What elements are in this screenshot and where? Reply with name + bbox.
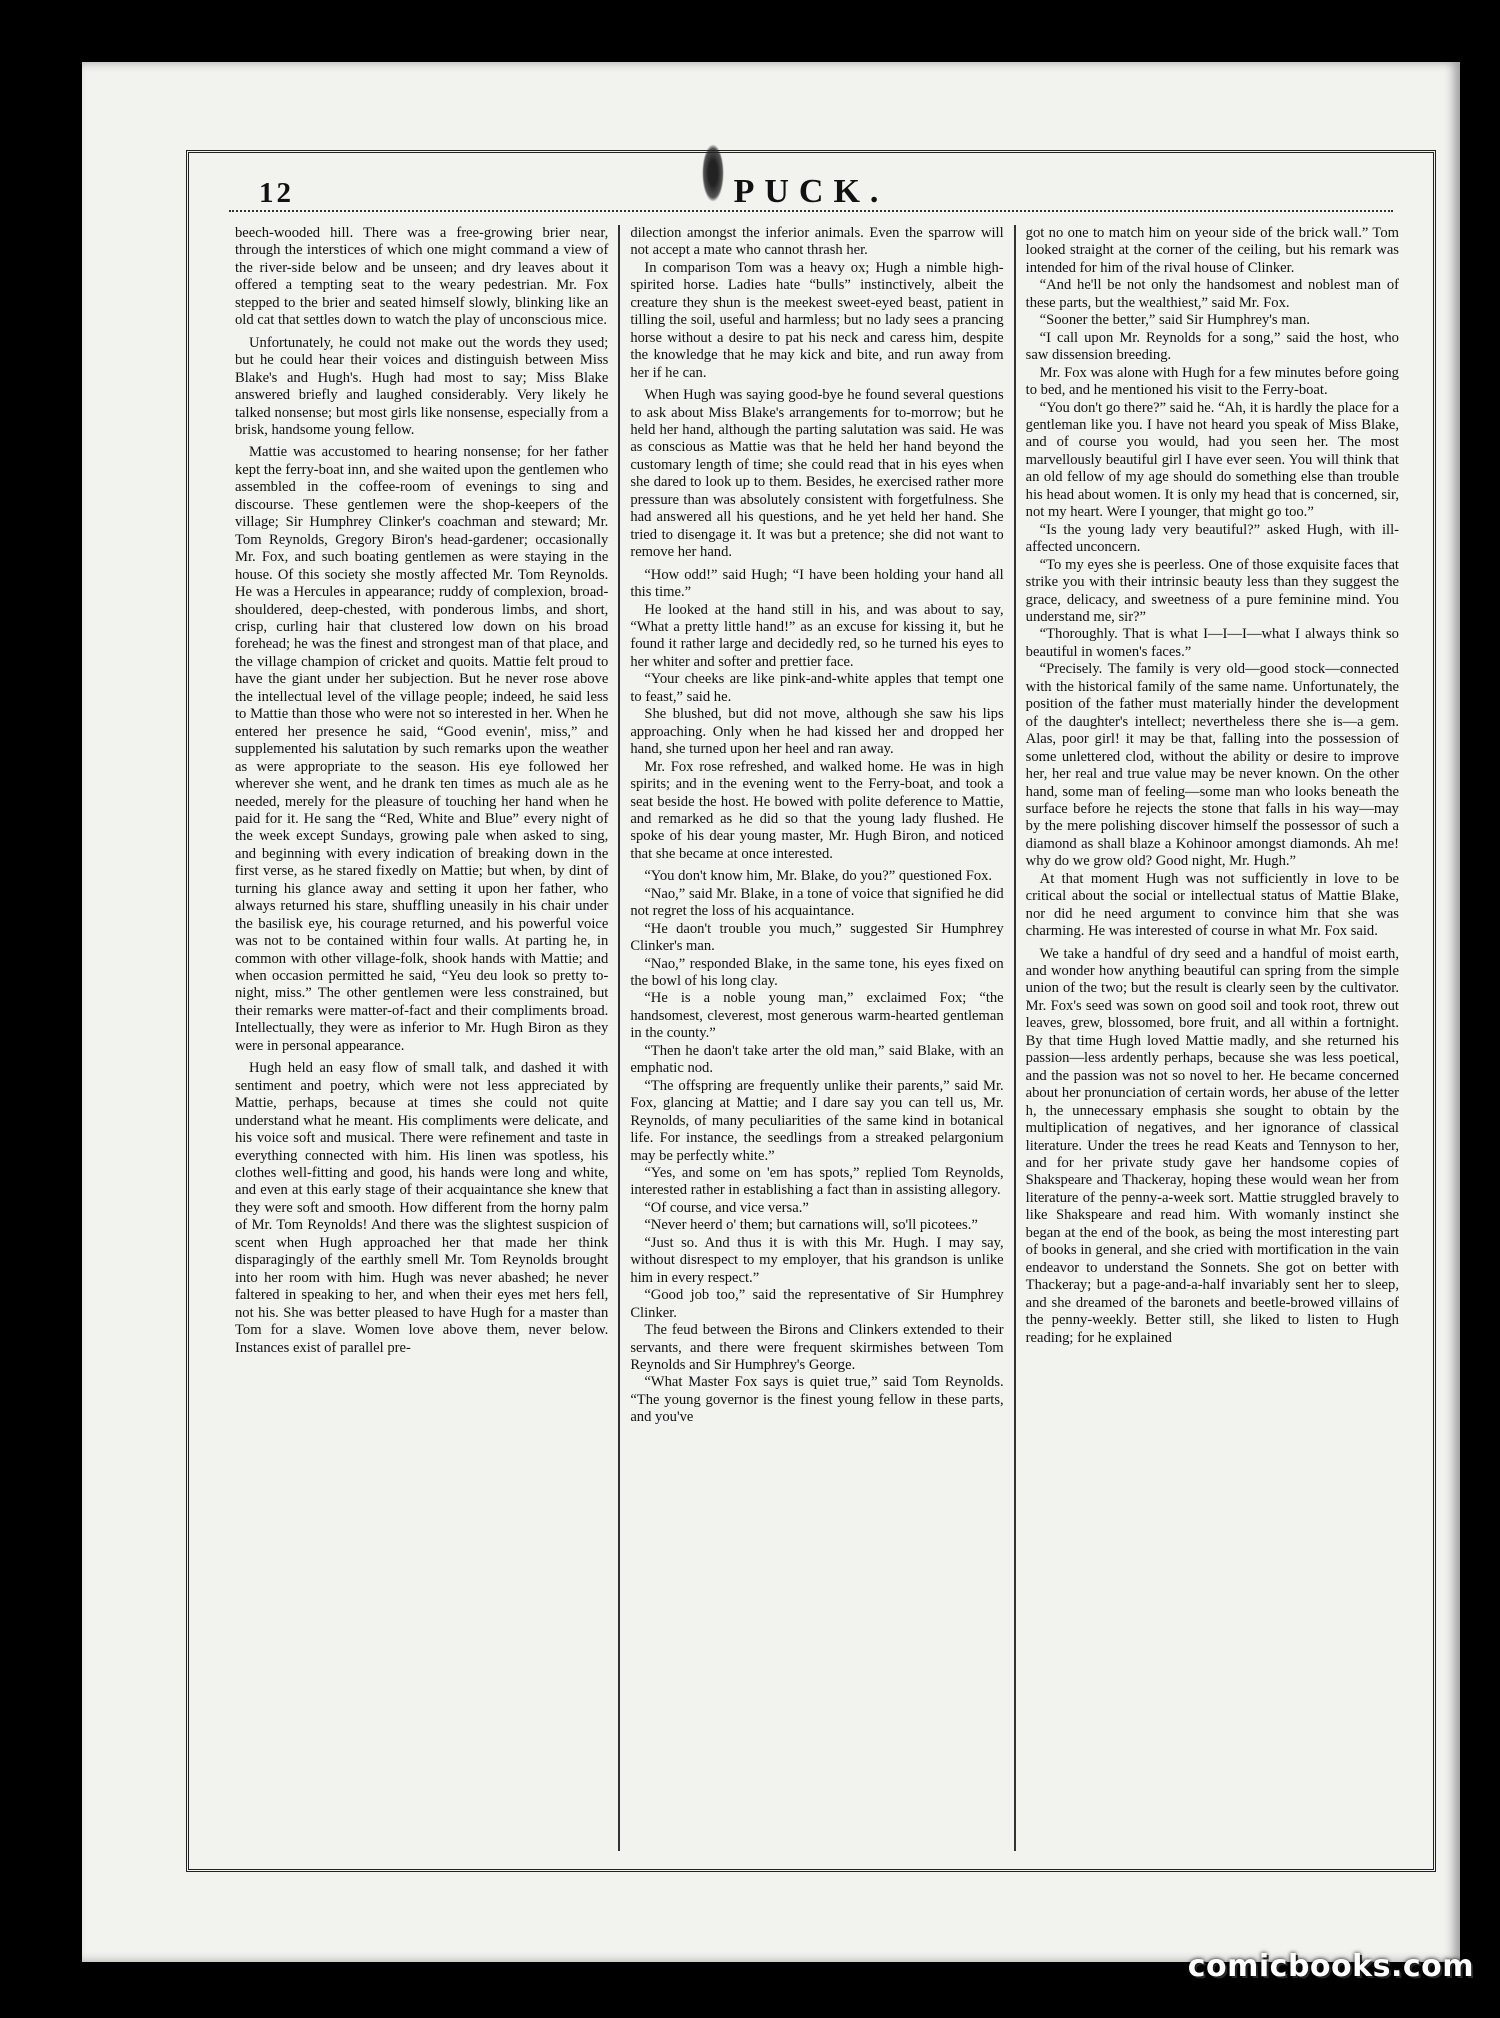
paragraph: The feud between the Birons and Clinkers extended to their servants, and there were frequent skirmishes between Tom Reynolds and Sir Humphrey's George. (630, 1322, 1004, 1373)
column-1 (225, 225, 618, 1851)
header-rule (229, 210, 1393, 212)
paragraph: “What Master Fox says is quiet true,” said Tom Reynolds. “The young governor is the finest young fellow in these parts, and you've (630, 1374, 1004, 1426)
paragraph: “Of course, and vice versa.” (644, 1199, 809, 1216)
paragraph: “Your cheeks are like pink-and-white apples that tempt one to feast,” said he. (630, 671, 1004, 705)
paragraph: “Never heerd o' them; but carnations will, so'll picotees.” (644, 1217, 978, 1234)
paragraph: “Is the young lady very beautiful?” asked Hugh, with ill-affected unconcern. (1025, 521, 1399, 556)
paragraph: We take a handful of dry seed and a handful of moist earth, and wonder how anything beautiful can spring from the simple union of the two; but the result is clearly seen by the cultivator. Mr. Fox's seed was sown on good soil and took root, threw out leaves, grew, blossomed, bore fruit, and all within a fortnight. By that time Hugh loved Mattie madly, and she returned his passion—less ardently perhaps, because she was less poetical, and the passion was not so novel to her. He became concerned about her pronunciation of certain words, her abuse of the letter h, the unnecessary emphasis she sought to obtain by the multiplication of negatives, and her ignorance of classical literature. Under the trees he read Keats and Tennyson to her, and for her private study gave her handsome copies of Shakspeare and Thackeray, hoping these would wean her from literature of the penny-a-week sort. Mattie struggled bravely to like Shakspeare and read him. With womanly instinct she began at the end of the book, as being the most interesting part of books in general, and she cried with mortification in the vain endeavor to understand the Sonnets. She got on better with Thackeray; but a page-and-a-half invariably sent her to sleep, and she dreamed of the baronets and beetle-browed villains of the penny-weekly. Better still, she liked to listen to Hugh reading; for he explained (1025, 945, 1399, 1346)
column-2 (618, 225, 1013, 1851)
paragraph: “Nao,” responded Blake, in the same tone, his eyes fixed on the bowl of his long clay. (630, 955, 1004, 990)
paragraph: “Thoroughly. That is what I—I—I—what I always think so beautiful in women's faces.” (1025, 626, 1399, 660)
paragraph: got no one to match him on yeour side of the brick wall.” Tom looked straight at the corner of the ceiling, but his remark was intended for him of the rival house of Clinker. (1025, 225, 1399, 276)
paragraph: “Nao,” said Mr. Blake, in a tone of voice that signified he did not regret the loss of his acquaintance. (630, 885, 1004, 920)
paragraph: “He is a noble young man,” exclaimed Fox; “the handsomest, cleverest, most generous warm-hearted gentleman in the county.” (630, 990, 1004, 1042)
paragraph: Mattie was accustomed to hearing nonsense; for her father kept the ferry-boat inn, and she waited upon the gentlemen who assembled in the coffee-room of evenings to sing and discourse. These gentlemen were the shop-keepers of the village; Sir Humphrey Clinker's coachman and steward; Mr. Tom Reynolds, Gregory Biron's head-gardener; occasionally Mr. Fox, and such boating gentlemen as were staying in the house. Of this society she mostly affected Mr. Tom Reynolds. He was a Hercules in appearance; ruddy of complexion, broad-shouldered, deep-chested, with ponderous limbs, and short, crisp, curling hair that clustered low down on his broad forehead; he was the finest and strongest man of that place, and the village champion of cricket and quoits. Mattie felt proud to have the giant under her subjection. But he never rose above the intellectual level of the village people; indeed, he said less to Mattie than those who were not so interested in her. When he entered her presence he said, “Good evenin', miss,” and supplemented his salutation by such remarks upon the weather as were appropriate to the season. His eye followed her wherever she went, and he drank ten times as much ale as he needed, merely for the pleasure of touching her hand when he paid for it. He sang the “Red, White and Blue” every night of the week except Sundays, growing pale when asked to sing, and beginning with every indication of breaking down in the first verse, as he stared fixedly on Mattie; but when, by dint of turning his glance away and setting it upon her father, who always returned his stare, shuffling uneasily in his chair under the basilisk eye, his courage returned, and his powerful voice was not to be contained within four walls. At parting he, in common with other village-folk, shook hands with Mattie; and when occasion permitted he said, “Yeu deu look so pretty to-night, miss.” The other gentlemen were less constrained, but their remarks were matter-of-fact and their compliments broad. Intellectually, they were as inferior to Mr. Hugh Biron as they were in personal appearance. (235, 444, 609, 1054)
page-header (189, 169, 1433, 213)
paragraph: “He daon't trouble you much,” suggested Sir Humphrey Clinker's man. (630, 920, 1004, 955)
paragraph: Mr. Fox was alone with Hugh for a few minutes before going to bed, and he mentioned his visit to the Ferry-boat. (1025, 364, 1399, 399)
paragraph: “Then he daon't take arter the old man,” said Blake, with an emphatic nod. (630, 1042, 1004, 1077)
text-columns (225, 225, 1409, 1851)
column-3 (1014, 225, 1409, 1851)
paragraph: “I call upon Mr. Reynolds for a song,” said the host, who saw dissension breeding. (1025, 329, 1399, 364)
paragraph: Hugh held an easy flow of small talk, and dashed it with sentiment and poetry, which were not less appreciated by Mattie, perhaps, because at times she could not quite understand what he meant. His compliments were delicate, and his voice soft and musical. There were refinement and taste in everything connected with him. His linen was spotless, his clothes well-fitting and good, his hands were long and white, and even at this early stage of their acquaintance she knew that they were soft and smooth. How different from the horny palm of Mr. Tom Reynolds! And there was the slightest suspicion of scent when Hugh approached her that made her think disparagingly of the earthly smell Mr. Tom Reynolds brought into her room with him. Hugh was never abashed; he never faltered in speaking to her, and when their eyes met hers fell, not his. She was better pleased to have Hugh for a master than Tom for a slave. Women love above them, never below. Instances exist of parallel pre- (235, 1060, 609, 1356)
paragraph: Unfortunately, he could not make out the words they used; but he could hear their voices and distinguish between Miss Blake's and Hugh's. Hugh had most to say; Miss Blake answered briefly and laughed considerably. Very likely he talked nonsense; but most girls like nonsense, especially from a brisk, handsome young fellow. (235, 334, 609, 438)
paragraph: “Yes, and some on 'em has spots,” replied Tom Reynolds, interested rather in establishing a fact than in assisting allegory. (630, 1165, 1004, 1199)
masthead-title: PUCK. (733, 173, 889, 210)
site-watermark: comicbooks.com (1187, 1949, 1474, 1984)
paragraph: When Hugh was saying good-bye he found several questions to ask about Miss Blake's arrangements for to-morrow; but he held her hand, although the parting salutation was said. He was as conscious as Mattie was that he held her hand beyond the customary length of time; she could read that in his eyes when she dared to look up to them. Besides, he exercised rather more pressure than was absolutely consistent with forgetfulness. She had answered all his questions, and he yet held her hand. She tried to disengage it. It was but a pretence; she did not want to remove her hand. (630, 387, 1004, 561)
paragraph: “How odd!” said Hugh; “I have been holding your hand all this time.” (630, 566, 1004, 601)
paragraph: “Just so. And thus it is with this Mr. Hugh. I may say, without disrespect to my employer, that his grandson is unlike him in every respect.” (630, 1234, 1004, 1286)
paragraph: dilection amongst the inferior animals. Even the sparrow will not accept a mate who cannot thrash her. (630, 225, 1004, 259)
paragraph: beech-wooded hill. There was a free-growing brier near, through the interstices of which one might command a view of the river-side below and be unseen; and dry leaves about it offered a tempting seat to the weary pedestrian. Mr. Fox stepped to the brier and seated himself slowly, blinking like an old cat that settles down to watch the play of unconscious mice. (235, 225, 609, 329)
page-frame (186, 150, 1436, 1872)
paragraph: “You don't go there?” said he. “Ah, it is hardly the place for a gentleman like you. I have not heard you speak of Miss Blake, and of course you would, had you seen her. The most marvellously beautiful girl I have ever seen. You will think that an old fellow of my age should do something else than trouble his head about women. It is only my head that is concerned, sir, not my heart. Were I younger, that might go too.” (1025, 399, 1399, 521)
paragraph: “Precisely. The family is very old—good stock—connected with the historical family of the same name. Unfortunately, the position of the father must materially hinder the development of the daughter's intellect; nevertheless there she is—a gem. Alas, poor girl! it may be that, falling into the possession of some unlettered clod, without the ability or desire to improve her, her real and true value may be never known. On the other hand, some man of feeling—some man who looks beneath the surface before he rejects the stone that falls in his way—may by the mere polishing discover himself the possessor of such a diamond as shall blaze a Kohinoor amongst diamonds. Ah me! why do we grow old? Good night, Mr. Hugh.” (1025, 661, 1399, 870)
paragraph: “Sooner the better,” said Sir Humphrey's man. (1039, 312, 1310, 329)
paragraph: “Good job too,” said the representative of Sir Humphrey Clinker. (630, 1287, 1004, 1321)
paragraph: “The offspring are frequently unlike their parents,” said Mr. Fox, glancing at Mattie; and I dare say you can tell us, Mr. Reynolds, of many peculiarities of the same kind in botanical life. For instance, the seedlings from a streaked pelargonium may be perfectly white.” (630, 1077, 1004, 1164)
paragraph: “To my eyes she is peerless. One of those exquisite faces that strike you with their intrinsic beauty less than they suggest the grace, delicacy, and sweetness of a pure feminine mind. You understand me, sir?” (1025, 556, 1399, 625)
paragraph: In comparison Tom was a heavy ox; Hugh a nimble high-spirited horse. Ladies hate “bulls” instinctively, albeit the creature they shun is the meekest sweet-eyed beast, patient in tilling the soil, useful and harmless; but no lady sees a prancing horse without a desire to pat his neck and caress him, despite the knowledge that he may kick and bite, and run away from her if he can. (630, 259, 1004, 381)
paragraph: “And he'll be not only the handsomest and noblest man of these parts, but the wealthiest,” said Mr. Fox. (1025, 277, 1399, 311)
paragraph: She blushed, but did not move, although she saw his lips approaching. Only when he had kissed her and dropped her hand, she turned upon her heel and ran away. (630, 706, 1004, 758)
paragraph: Mr. Fox rose refreshed, and walked home. He was in high spirits; and in the evening went to the Ferry-boat, and took a seat beside the host. He bowed with polite deference to Mattie, and remarked as he did so that the young lady flushed. He spoke of his dear young master, Mr. Hugh Biron, and noticed that she became at once interested. (630, 758, 1004, 862)
paragraph: “You don't know him, Mr. Blake, do you?” questioned Fox. (644, 868, 993, 885)
paragraph: At that moment Hugh was not sufficiently in love to be critical about the social or intellectual status of Mattie Blake, nor did he need argument to convince him that she was charming. He was interested of course in what Mr. Fox said. (1025, 870, 1399, 940)
page-number: 12 (259, 177, 294, 209)
paragraph: He looked at the hand still in his, and was about to say, “What a pretty little hand!” as an excuse for kissing it, but he found it rather large and decidedly red, so he turned his eyes to her whiter and softer and prettier face. (630, 601, 1004, 670)
